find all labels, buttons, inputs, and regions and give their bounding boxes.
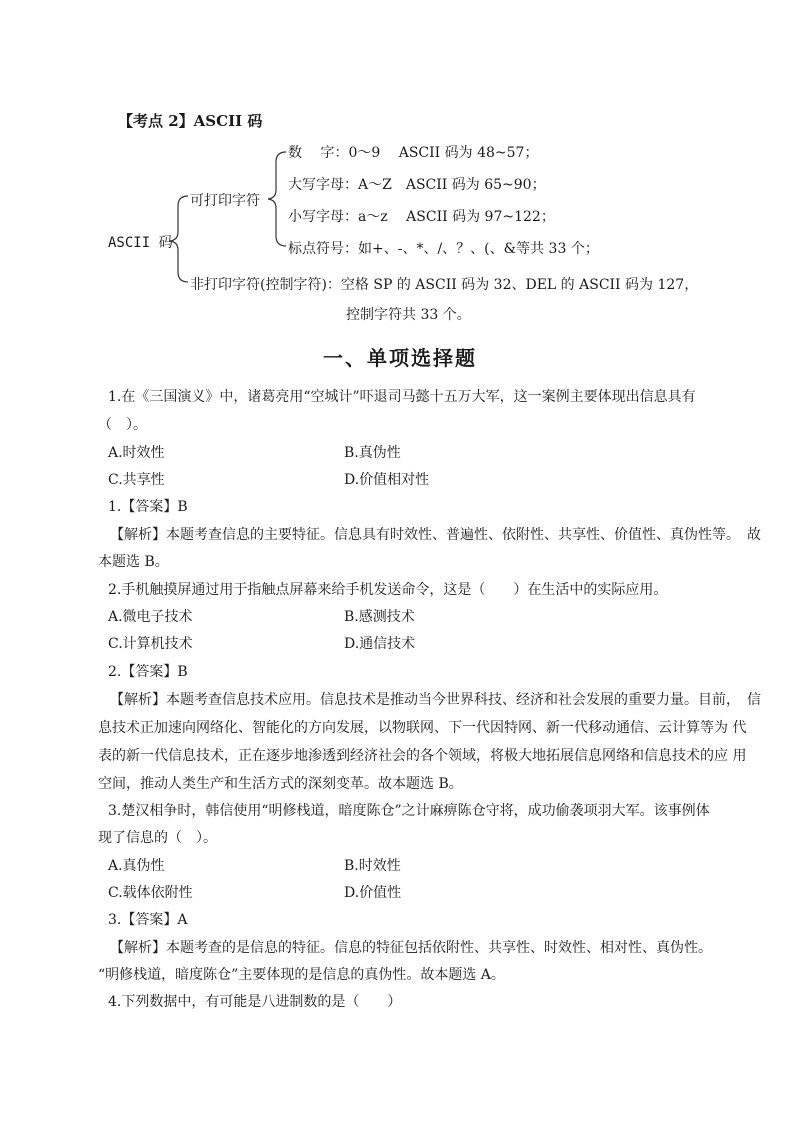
q2-option-a: A.微电子技术: [108, 609, 193, 625]
q3-option-a: A.真伪性: [108, 858, 165, 874]
q1-option-d: D.价值相对性: [344, 472, 430, 488]
q1-stem-line2: （ ）。: [98, 417, 147, 433]
section-title: 一、单项选择题: [323, 346, 477, 370]
q2-stem: 2.手机触摸屏通过用于指触点屏幕来给手机发送命令，这是（ ）在生活中的实际应用。: [108, 582, 668, 598]
q3-option-b: B.时效性: [344, 858, 401, 874]
printable-item-digits: 数 字：0～9 ASCII 码为 48~57；: [288, 145, 539, 161]
q3-stem-line2: 现了信息的（ ）。: [98, 830, 217, 846]
printable-item-punctuation: 标点符号：如+、-、*、/、？、(、&等共 33 个；: [288, 241, 599, 257]
kaodian-title: 【考点 2】ASCII 码: [118, 112, 263, 130]
nonprintable-line1: 非打印字符(控制字符)：空格 SP 的 ASCII 码为 32、DEL 的 ASCII 码为 127，: [190, 277, 699, 293]
q3-stem-line1: 3.楚汉相争时，韩信使用“明修栈道，暗度陈仓”之计麻痹陈仓守将，成功偷袭项羽大军。该事例体: [108, 803, 710, 819]
nonprintable-line2: 控制字符共 33 个。: [346, 307, 471, 323]
q1-option-a: A.时效性: [108, 445, 165, 461]
q1-stem-line1: 1.在《三国演义》中，诸葛亮用“空城计”吓退司马懿十五万大军，这一案例主要体现出信息具有: [108, 389, 696, 405]
q1-option-c: C.共享性: [108, 472, 165, 488]
q3-answer: 3.【答案】A: [108, 912, 188, 928]
printable-item-uppercase: 大写字母：A～Z ASCII 码为 65~90；: [288, 177, 546, 193]
q2-analysis-line4: 空间，推动人类生产和生活方式的深刻变革。故本题选 B。: [98, 776, 463, 792]
q3-analysis-line1: 【解析】本题考查的是信息的特征。信息的特征包括依附性、共享性、时效性、相对性、真伪性。: [110, 940, 712, 956]
q1-analysis-line1: 【解析】本题考查信息的主要特征。信息具有时效性、普遍性、依附性、共享性、价值性、真伪性等。 故: [110, 527, 761, 543]
q2-analysis-line2: 息技术正加速向网络化、智能化的方向发展，以物联网、下一代因特网、新一代移动通信、云计算等为 代: [98, 720, 747, 736]
q3-option-d: D.价值性: [344, 885, 402, 901]
q2-option-b: B.感测技术: [344, 609, 415, 625]
q2-answer: 2.【答案】B: [108, 664, 188, 680]
q1-analysis-line2: 本题选 B。: [98, 554, 169, 570]
printable-item-lowercase: 小写字母：a～z ASCII 码为 97~122；: [288, 209, 555, 225]
q4-stem: 4.下列数据中，有可能是八进制数的是（ ）: [108, 994, 402, 1010]
q2-analysis-line1: 【解析】本题考查信息技术应用。信息技术是推动当今世界科技、经济和社会发展的重要力量。目前， 信: [110, 692, 761, 708]
q1-answer: 1.【答案】B: [108, 499, 188, 515]
q2-option-c: C.计算机技术: [108, 636, 193, 652]
q2-option-d: D.通信技术: [344, 636, 416, 652]
q2-analysis-line3: 表的新一代信息技术，正在逐步地渗透到经济社会的各个领域，将极大地拓展信息网络和信息技术的应 用: [98, 748, 747, 764]
ascii-root-label: ASCII 码: [108, 235, 173, 251]
q1-option-b: B.真伪性: [344, 445, 401, 461]
q3-option-c: C.载体依附性: [108, 885, 193, 901]
printable-label: 可打印字符: [190, 193, 260, 209]
printable-brace: [268, 152, 286, 246]
q3-analysis-line2: “明修栈道，暗度陈仓”主要体现的是信息的真伪性。故本题选 A。: [98, 967, 505, 983]
root-brace: [170, 196, 188, 282]
